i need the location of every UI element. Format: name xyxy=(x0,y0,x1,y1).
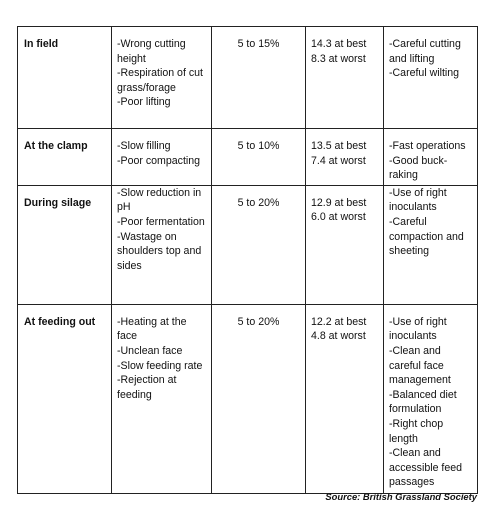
remedy-item: -Clean and accessible feed passages xyxy=(389,447,463,489)
remedy-item: -Good buck-raking xyxy=(389,154,448,182)
cause-item: -Poor fermentation xyxy=(117,215,205,228)
remedies-cell xyxy=(384,304,478,493)
value-cell xyxy=(306,185,384,304)
value-best: 12.9 at best xyxy=(311,196,367,209)
remedy-item: -Right chop length xyxy=(389,417,444,445)
loss-cell: 5 to 10% xyxy=(212,129,306,186)
cause-item: -Slow filling xyxy=(117,140,171,152)
remedies-cell xyxy=(384,185,478,304)
remedy-item: -Use of right inoculants xyxy=(389,315,447,343)
remedy-item: -Balanced diet formulation xyxy=(389,388,457,416)
remedies-cell xyxy=(384,27,478,129)
value-best: 13.5 at best xyxy=(311,140,367,152)
stage-cell: In field xyxy=(18,27,112,129)
value-worst: 8.3 at worst xyxy=(311,52,366,65)
cause-item: -Respiration of cut grass/forage xyxy=(117,67,203,94)
remedy-item: -Use of right inoculants xyxy=(389,186,447,214)
table-row xyxy=(18,304,478,493)
stage-cell: At feeding out xyxy=(18,304,112,493)
remedy-item: -Careful wilting xyxy=(389,67,460,80)
cause-item: -Poor compacting xyxy=(117,154,201,167)
table-row xyxy=(18,185,478,304)
loss-cell: 5 to 20% xyxy=(212,185,306,304)
value-best: 12.2 at best xyxy=(311,315,367,328)
causes-cell xyxy=(112,27,212,129)
remedy-item: -Careful compaction and sheeting xyxy=(389,215,464,258)
remedy-item: -Clean and careful face management xyxy=(389,344,451,387)
loss-cell: 5 to 15% xyxy=(212,27,306,129)
stage-cell: At the clamp xyxy=(18,129,112,186)
loss-cell: 5 to 20% xyxy=(212,304,306,493)
silage-loss-table xyxy=(17,26,478,494)
causes-cell xyxy=(112,185,212,304)
cause-item: -Unclean face xyxy=(117,344,183,357)
cause-item: -Heating at the face xyxy=(117,315,187,343)
stage-cell: During silage xyxy=(18,185,112,304)
causes-cell xyxy=(112,129,212,186)
remedy-item: -Fast operations xyxy=(389,140,466,152)
source-caption: Source: British Grassland Society xyxy=(325,491,477,502)
cause-item: -Rejection at feeding xyxy=(117,374,177,401)
value-cell xyxy=(306,304,384,493)
cause-item: -Wrong cutting height xyxy=(117,38,186,65)
value-worst: 7.4 at worst xyxy=(311,154,366,167)
cause-item: -Slow feeding rate xyxy=(117,359,203,372)
cause-item: -Poor lifting xyxy=(117,96,171,109)
value-cell xyxy=(306,27,384,129)
table-row xyxy=(18,27,478,129)
value-cell xyxy=(306,129,384,186)
causes-cell xyxy=(112,304,212,493)
table-row xyxy=(18,129,478,186)
value-worst: 4.8 at worst xyxy=(311,330,366,343)
remedies-cell xyxy=(384,129,478,186)
cause-item: -Wastage on shoulders top and sides xyxy=(117,230,202,272)
value-best: 14.3 at best xyxy=(311,38,367,50)
value-worst: 6.0 at worst xyxy=(311,211,366,224)
remedy-item: -Careful cutting and lifting xyxy=(389,38,461,65)
cause-item: -Slow reduction in pH xyxy=(117,186,202,214)
